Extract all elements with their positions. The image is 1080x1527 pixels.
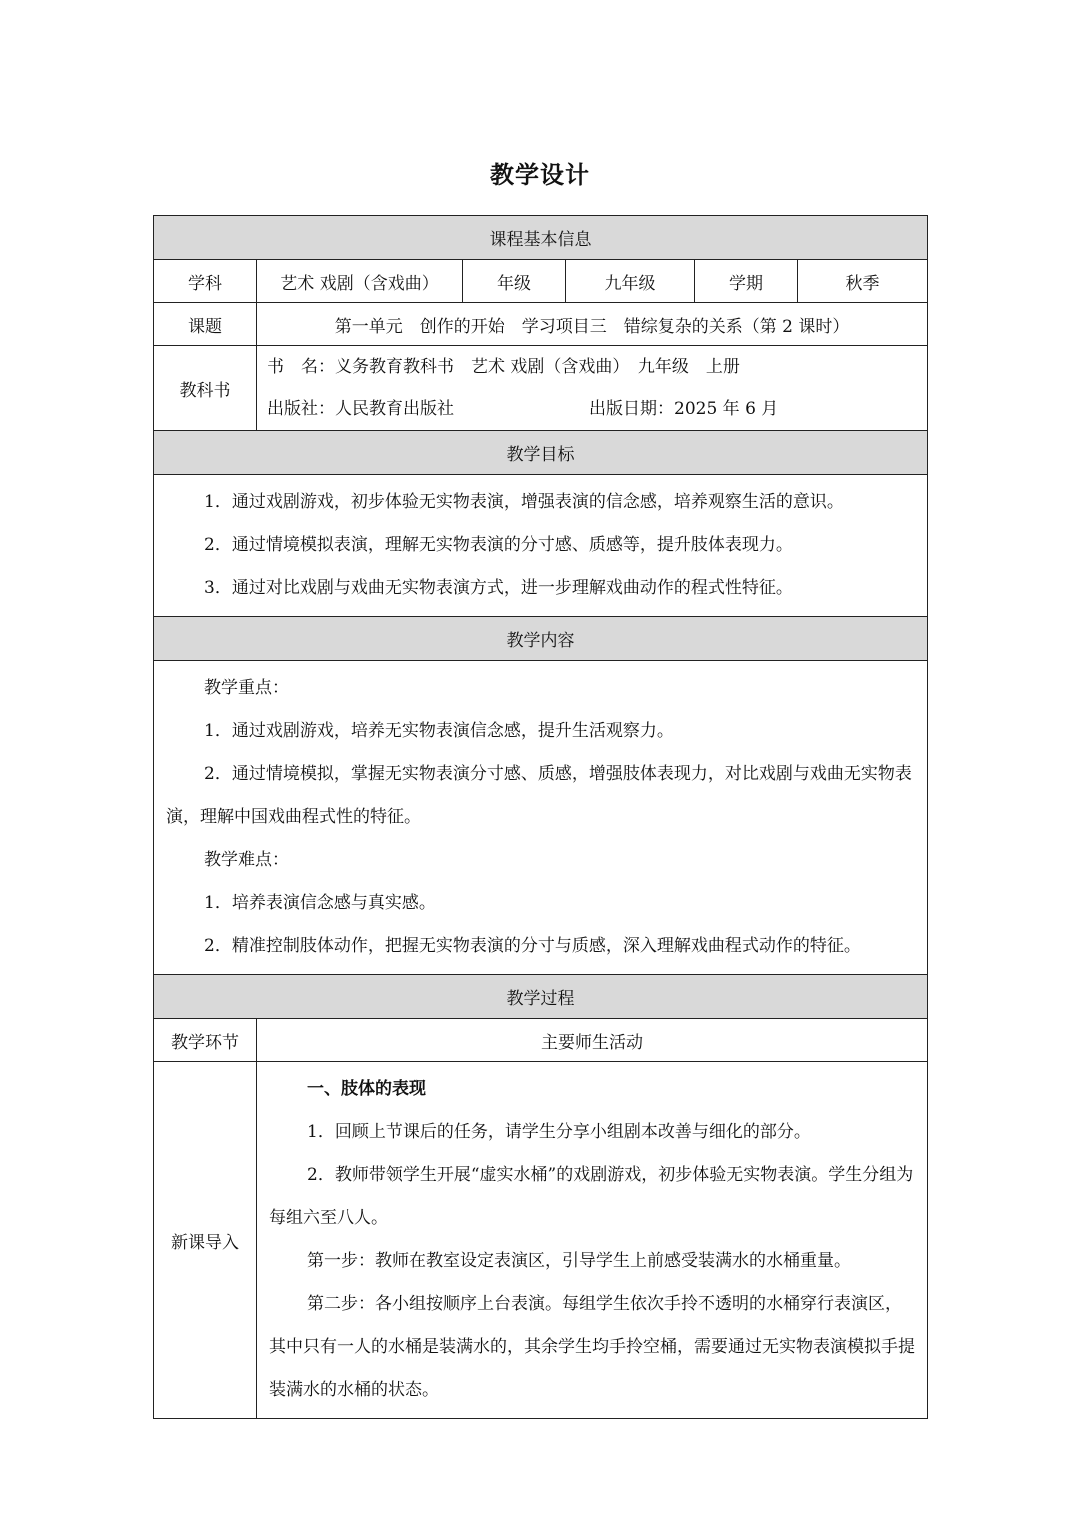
activity-body [257, 1062, 928, 1419]
lesson-design-table [153, 215, 928, 1419]
grade-value: 九年级 [566, 260, 695, 303]
textbook-publisher-line [257, 388, 927, 430]
goal-item: 2．通过情境模拟表演，理解无实物表演的分寸感、质感等，提升肢体表现力。 [204, 535, 793, 555]
topic-label: 课题 [154, 303, 257, 346]
key-point-item: 1．通过戏剧游戏，培养无实物表演信念感，提升生活观察力。 [204, 721, 674, 741]
activity-paragraph: 2．教师带领学生开展“虚实水桶”的戏剧游戏，初步体验无实物表演。学生分组为每组六至八人。 [269, 1165, 914, 1228]
key-point-item: 2．通过情境模拟，掌握无实物表演分寸感、质感，增强肢体表现力，对比戏剧与戏曲无实物表演，理解中国戏曲程式性的特征。 [166, 764, 912, 827]
page-title: 教学设计 [490, 161, 590, 189]
stage-new-lesson: 新课导入 [154, 1062, 257, 1419]
stage-column-header: 教学环节 [154, 1019, 257, 1062]
goals-body [154, 475, 928, 617]
subject-label: 学科 [154, 260, 257, 303]
subject-value: 艺术 戏剧（含戏曲） [257, 260, 463, 303]
topic-value: 第一单元 创作的开始 学习项目三 错综复杂的关系（第 2 课时） [257, 303, 928, 346]
grade-label: 年级 [463, 260, 566, 303]
section-title: 一、肢体的表现 [307, 1079, 426, 1099]
content-body [154, 661, 928, 975]
difficulty-label: 教学难点： [204, 850, 289, 870]
key-points-label: 教学重点： [204, 678, 289, 698]
textbook-date: 出版日期：2025 年 6 月 [589, 399, 779, 419]
activity-paragraph: 第一步：教师在教室设定表演区，引导学生上前感受装满水的水桶重量。 [307, 1251, 851, 1271]
goal-item: 3．通过对比戏剧与戏曲无实物表演方式，进一步理解戏曲动作的程式性特征。 [204, 578, 793, 598]
basic-info-header: 课程基本信息 [154, 216, 928, 260]
term-label: 学期 [695, 260, 798, 303]
textbook-label: 教科书 [154, 346, 257, 431]
process-header: 教学过程 [154, 975, 928, 1019]
term-value: 秋季 [798, 260, 928, 303]
activity-paragraph: 1．回顾上节课后的任务，请学生分享小组剧本改善与细化的部分。 [307, 1122, 811, 1142]
difficulty-item: 2．精准控制肢体动作，把握无实物表演的分寸与质感，深入理解戏曲程式动作的特征。 [204, 936, 861, 956]
activity-paragraph: 第二步：各小组按顺序上台表演。每组学生依次手拎不透明的水桶穿行表演区，其中只有一人的水桶是装满水的，其余学生均手拎空桶，需要通过无实物表演模拟手提装满水的水桶的状态。 [269, 1294, 915, 1400]
content-header: 教学内容 [154, 617, 928, 661]
difficulty-item: 1．培养表演信念感与真实感。 [204, 893, 436, 913]
goals-header: 教学目标 [154, 431, 928, 475]
goal-item: 1．通过戏剧游戏，初步体验无实物表演，增强表演的信念感，培养观察生活的意识。 [204, 492, 844, 512]
activity-column-header: 主要师生活动 [257, 1019, 928, 1062]
textbook-publisher: 出版社：人民教育出版社 [267, 399, 454, 419]
textbook-info [257, 346, 928, 431]
textbook-name: 书 名：义务教育教科书 艺术 戏剧（含戏曲） 九年级 上册 [267, 357, 740, 377]
